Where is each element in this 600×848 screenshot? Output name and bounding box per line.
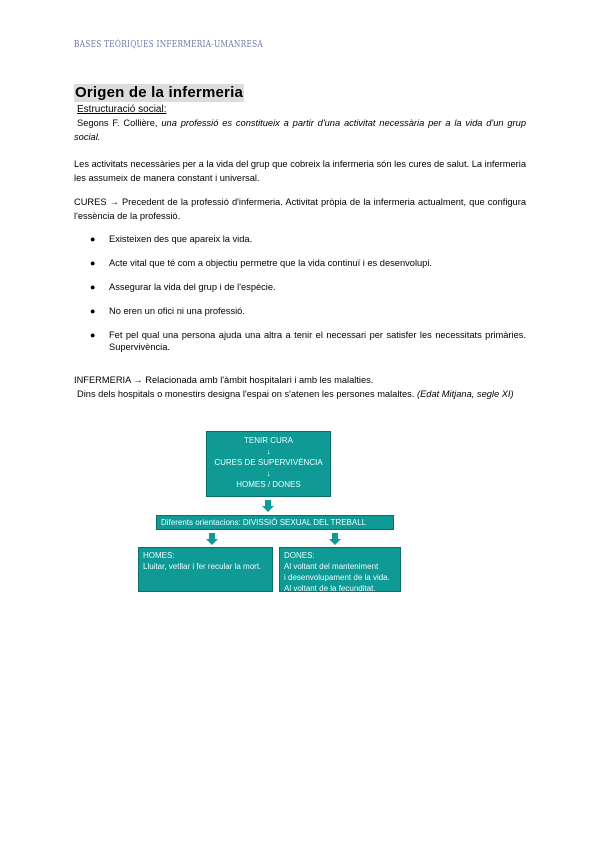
arrow-down-icon: ↓ — [266, 447, 271, 456]
list-item-text: Assegurar la vida del grup i de l'espècie. — [109, 282, 276, 292]
list-item — [74, 257, 526, 269]
women-box-title: DONES: — [284, 551, 315, 560]
care-diagram — [136, 428, 416, 598]
list-item-text: Existeixen des que apareix la vida. — [109, 234, 253, 244]
top-box-line-3: HOMES / DONES — [236, 480, 301, 489]
list-item — [74, 233, 526, 245]
paragraph-cures: CURES → Precedent de la professió d'infermeria. Activitat pròpia de la infermeria actualment, que configura l'essència de la professió. — [74, 197, 526, 221]
paragraph-infermeria-era: (Edat Mitjana, segle XI) — [416, 389, 514, 399]
list-item-text: Acte vital que té com a objectiu permetre que la vida continuï i es desenvolupi. — [109, 258, 432, 268]
list-item — [74, 329, 526, 353]
diagram-orientation-box: Diferents orientacions: DIVISSIÓ SEXUAL DEL TREBALL — [156, 515, 394, 530]
women-box-line-3: Al voltant de la fecunditat. — [284, 584, 376, 593]
running-header: BASES TEÒRIQUES INFERMERIA-UMANRESA — [74, 39, 263, 50]
paragraph-infermeria-line2: Dins dels hospitals o monestirs designa l'espai on s'atenen les persones malaltes. — [77, 389, 417, 399]
bullet-icon: ● — [90, 306, 96, 316]
men-box-text: Lluitar, vetllar i fer recular la mort. — [143, 562, 262, 571]
list-item — [74, 281, 526, 293]
arrow-down-icon: ↓ — [266, 469, 271, 478]
paragraph-colliere — [74, 116, 526, 144]
paragraph-colliere-quote: una professió es constitueix a partir d'una activitat necessària per a la vida d'un grup social. — [74, 118, 526, 142]
list-item-text: No eren un ofici ni una professió. — [109, 306, 245, 316]
men-box-title: HOMES: — [143, 551, 175, 560]
paragraph-activities: Les activitats necessàries per a la vida del grup que cobreix la infermeria són les cures de salut. La infermeria les assumeix de manera constant i universal. — [74, 159, 526, 183]
top-box-line-2: CURES DE SUPERVIVÈNCIA — [214, 458, 323, 467]
bullet-list — [74, 233, 526, 353]
diagram-women-box — [279, 547, 401, 592]
diagram-top-box — [206, 431, 331, 497]
paragraph-infermeria-line1: INFERMERIA → Relacionada amb l'àmbit hospitalari i amb les malalties. — [74, 375, 374, 385]
top-box-line-1: TENIR CURA — [244, 436, 293, 445]
list-item — [74, 305, 526, 317]
women-box-line-2: i desenvolupament de la vida. — [284, 573, 390, 582]
bullet-icon: ● — [90, 282, 96, 292]
section-title: Origen de la infermeria — [75, 84, 243, 101]
list-item-text: Fet pel qual una persona ajuda una altra a tenir el necessari per satisfer les necessitats primàries. Supervivència. — [109, 330, 526, 352]
bullet-icon: ● — [90, 234, 96, 244]
women-box-line-1: Al voltant del manteniment — [284, 562, 379, 571]
section-subtitle: Estructuració social: — [77, 104, 167, 115]
bullet-icon: ● — [90, 258, 96, 268]
diagram-men-box — [138, 547, 273, 592]
paragraph-infermeria — [74, 373, 526, 401]
paragraph-colliere-lead: Segons F. Collière, — [77, 118, 162, 128]
bullet-icon: ● — [90, 330, 96, 340]
